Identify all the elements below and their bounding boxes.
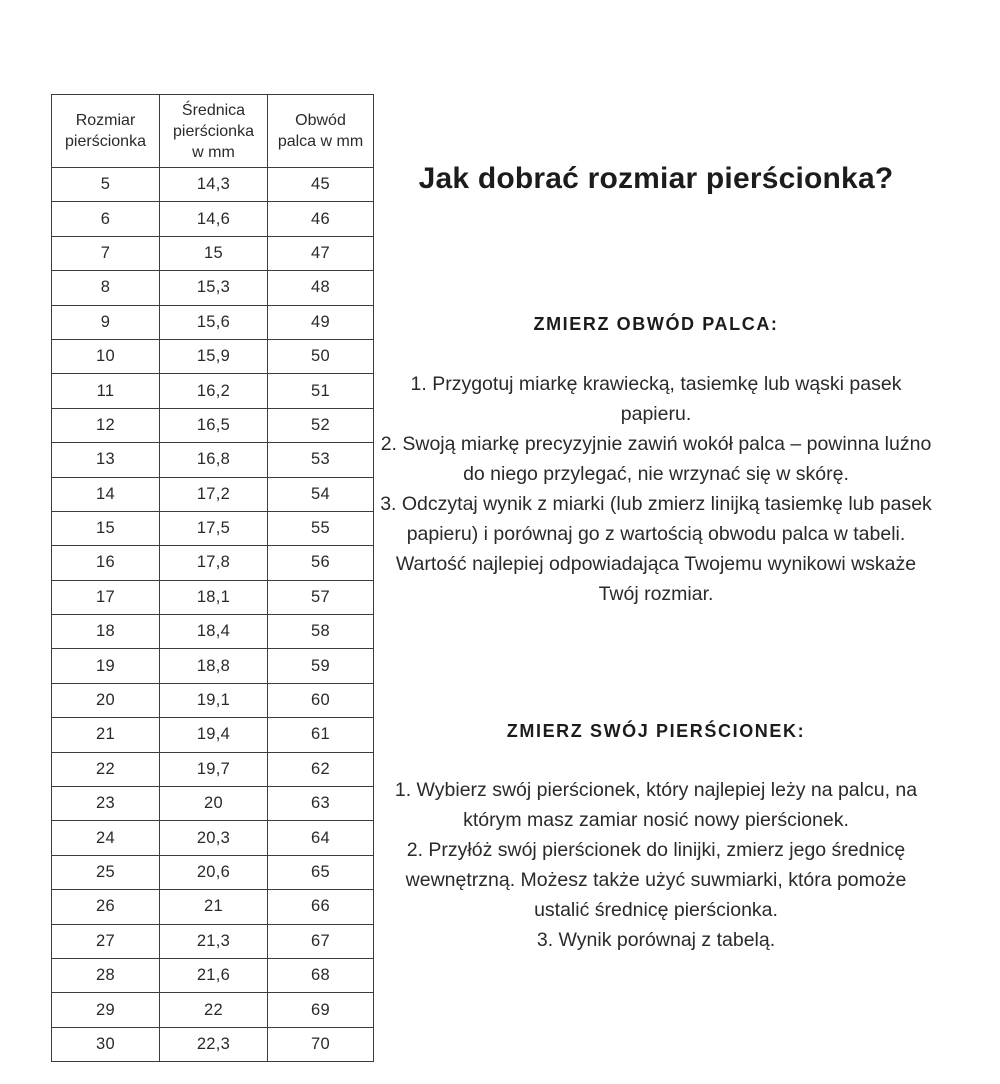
cell-finger-circumference: 57 bbox=[268, 580, 374, 614]
ring-size-table-header bbox=[52, 95, 374, 168]
table-row bbox=[52, 202, 374, 236]
cell-finger-circumference: 66 bbox=[268, 890, 374, 924]
cell-ring-size: 21 bbox=[52, 718, 160, 752]
cell-ring-size: 19 bbox=[52, 649, 160, 683]
table-row bbox=[52, 408, 374, 442]
table-row bbox=[52, 683, 374, 717]
cell-ring-diameter: 14,6 bbox=[160, 202, 268, 236]
instruction-step: 3. Wynik porównaj z tabelą. bbox=[536, 929, 776, 951]
cell-finger-circumference: 59 bbox=[268, 649, 374, 683]
cell-ring-size: 6 bbox=[52, 202, 160, 236]
ring-size-table-body bbox=[52, 168, 374, 1062]
table-row bbox=[52, 787, 374, 821]
cell-ring-diameter: 17,5 bbox=[160, 511, 268, 545]
instruction-step: 2. Przyłóż swój pierścionek do linijki, zmierz jego średnicę wewnętrzną. Możesz także użyć suwmiarki, która pomoże ustalić średnicę pierścionka. bbox=[405, 839, 907, 921]
cell-finger-circumference: 51 bbox=[268, 374, 374, 408]
cell-finger-circumference: 50 bbox=[268, 339, 374, 373]
cell-ring-diameter: 16,5 bbox=[160, 408, 268, 442]
cell-finger-circumference: 48 bbox=[268, 271, 374, 305]
cell-ring-size: 24 bbox=[52, 821, 160, 855]
table-row bbox=[52, 477, 374, 511]
cell-ring-size: 10 bbox=[52, 339, 160, 373]
cell-ring-size: 14 bbox=[52, 477, 160, 511]
cell-ring-diameter: 20,3 bbox=[160, 821, 268, 855]
section-heading-measure-ring: ZMIERZ SWÓJ PIERŚCIONEK: bbox=[506, 721, 806, 741]
table-row bbox=[52, 339, 374, 373]
table-row bbox=[52, 718, 374, 752]
cell-ring-size: 13 bbox=[52, 443, 160, 477]
cell-ring-diameter: 20,6 bbox=[160, 855, 268, 889]
instruction-step: 1. Przygotuj miarkę krawiecką, tasiemkę lub wąski pasek papieru. bbox=[410, 373, 902, 425]
section-heading-measure-finger: ZMIERZ OBWÓD PALCA: bbox=[533, 314, 779, 334]
cell-finger-circumference: 53 bbox=[268, 443, 374, 477]
table-row bbox=[52, 1027, 374, 1061]
cell-finger-circumference: 45 bbox=[268, 168, 374, 202]
table-row bbox=[52, 546, 374, 580]
cell-ring-diameter: 19,4 bbox=[160, 718, 268, 752]
table-row bbox=[52, 924, 374, 958]
section-body-measure-finger bbox=[376, 369, 936, 609]
cell-ring-diameter: 15 bbox=[160, 236, 268, 270]
cell-ring-size: 8 bbox=[52, 271, 160, 305]
cell-ring-size: 16 bbox=[52, 546, 160, 580]
cell-ring-size: 26 bbox=[52, 890, 160, 924]
cell-ring-size: 12 bbox=[52, 408, 160, 442]
table-row bbox=[52, 374, 374, 408]
table-row bbox=[52, 993, 374, 1027]
cell-ring-size: 15 bbox=[52, 511, 160, 545]
cell-ring-size: 17 bbox=[52, 580, 160, 614]
table-row bbox=[52, 580, 374, 614]
cell-finger-circumference: 47 bbox=[268, 236, 374, 270]
page-title: Jak dobrać rozmiar pierścionka? bbox=[418, 162, 894, 195]
header-ring-size: Rozmiar pierścionka bbox=[52, 95, 160, 168]
cell-finger-circumference: 70 bbox=[268, 1027, 374, 1061]
cell-finger-circumference: 49 bbox=[268, 305, 374, 339]
cell-ring-size: 29 bbox=[52, 993, 160, 1027]
cell-ring-diameter: 19,7 bbox=[160, 752, 268, 786]
cell-finger-circumference: 46 bbox=[268, 202, 374, 236]
table-row bbox=[52, 443, 374, 477]
table-row bbox=[52, 855, 374, 889]
header-finger-circumference: Obwód palca w mm bbox=[268, 95, 374, 168]
cell-ring-diameter: 21,6 bbox=[160, 958, 268, 992]
cell-ring-diameter: 18,1 bbox=[160, 580, 268, 614]
table-row bbox=[52, 890, 374, 924]
table-row bbox=[52, 752, 374, 786]
section-body-measure-ring bbox=[376, 775, 936, 955]
cell-finger-circumference: 52 bbox=[268, 408, 374, 442]
instruction-step: 2. Swoją miarkę precyzyjnie zawiń wokół palca – powinna luźno do niego przylegać, nie wrzynać się w skórę. bbox=[380, 433, 932, 485]
table-row bbox=[52, 168, 374, 202]
cell-ring-diameter: 17,8 bbox=[160, 546, 268, 580]
cell-ring-size: 25 bbox=[52, 855, 160, 889]
cell-ring-diameter: 18,4 bbox=[160, 615, 268, 649]
cell-ring-diameter: 22 bbox=[160, 993, 268, 1027]
cell-ring-diameter: 22,3 bbox=[160, 1027, 268, 1061]
cell-finger-circumference: 69 bbox=[268, 993, 374, 1027]
cell-finger-circumference: 68 bbox=[268, 958, 374, 992]
cell-ring-size: 18 bbox=[52, 615, 160, 649]
cell-ring-diameter: 21 bbox=[160, 890, 268, 924]
cell-ring-diameter: 15,6 bbox=[160, 305, 268, 339]
table-row bbox=[52, 649, 374, 683]
instructions-column bbox=[376, 0, 936, 1084]
cell-ring-diameter: 19,1 bbox=[160, 683, 268, 717]
cell-finger-circumference: 56 bbox=[268, 546, 374, 580]
cell-ring-size: 23 bbox=[52, 787, 160, 821]
cell-ring-diameter: 15,3 bbox=[160, 271, 268, 305]
table-row bbox=[52, 236, 374, 270]
cell-ring-size: 7 bbox=[52, 236, 160, 270]
table-row bbox=[52, 615, 374, 649]
table-row bbox=[52, 271, 374, 305]
cell-ring-size: 5 bbox=[52, 168, 160, 202]
cell-ring-diameter: 21,3 bbox=[160, 924, 268, 958]
cell-finger-circumference: 60 bbox=[268, 683, 374, 717]
table-row bbox=[52, 305, 374, 339]
cell-finger-circumference: 54 bbox=[268, 477, 374, 511]
table-row bbox=[52, 511, 374, 545]
cell-ring-size: 20 bbox=[52, 683, 160, 717]
cell-finger-circumference: 64 bbox=[268, 821, 374, 855]
cell-finger-circumference: 62 bbox=[268, 752, 374, 786]
cell-ring-diameter: 17,2 bbox=[160, 477, 268, 511]
cell-ring-diameter: 18,8 bbox=[160, 649, 268, 683]
cell-finger-circumference: 61 bbox=[268, 718, 374, 752]
cell-ring-diameter: 20 bbox=[160, 787, 268, 821]
cell-finger-circumference: 58 bbox=[268, 615, 374, 649]
table-row bbox=[52, 958, 374, 992]
table-row bbox=[52, 821, 374, 855]
cell-ring-diameter: 16,8 bbox=[160, 443, 268, 477]
table-header-row bbox=[52, 95, 374, 168]
cell-finger-circumference: 65 bbox=[268, 855, 374, 889]
cell-ring-size: 30 bbox=[52, 1027, 160, 1061]
header-ring-diameter: Średnica pierścionka w mm bbox=[160, 95, 268, 168]
instruction-step: 3. Odczytaj wynik z miarki (lub zmierz linijką tasiemkę lub pasek papieru) i porównaj go z wartością obwodu palca w tabeli. Wartość najlepiej odpowiadająca Twojemu wynikowi wskaże Twój rozmiar. bbox=[380, 493, 932, 605]
cell-ring-size: 9 bbox=[52, 305, 160, 339]
cell-ring-diameter: 15,9 bbox=[160, 339, 268, 373]
cell-finger-circumference: 63 bbox=[268, 787, 374, 821]
cell-ring-size: 27 bbox=[52, 924, 160, 958]
ring-size-table bbox=[51, 94, 374, 1062]
cell-finger-circumference: 67 bbox=[268, 924, 374, 958]
cell-ring-size: 22 bbox=[52, 752, 160, 786]
instruction-step: 1. Wybierz swój pierścionek, który najlepiej leży na palcu, na którym masz zamiar nosić nowy pierścionek. bbox=[394, 779, 918, 831]
cell-ring-size: 11 bbox=[52, 374, 160, 408]
cell-ring-diameter: 16,2 bbox=[160, 374, 268, 408]
cell-ring-diameter: 14,3 bbox=[160, 168, 268, 202]
cell-ring-size: 28 bbox=[52, 958, 160, 992]
cell-finger-circumference: 55 bbox=[268, 511, 374, 545]
